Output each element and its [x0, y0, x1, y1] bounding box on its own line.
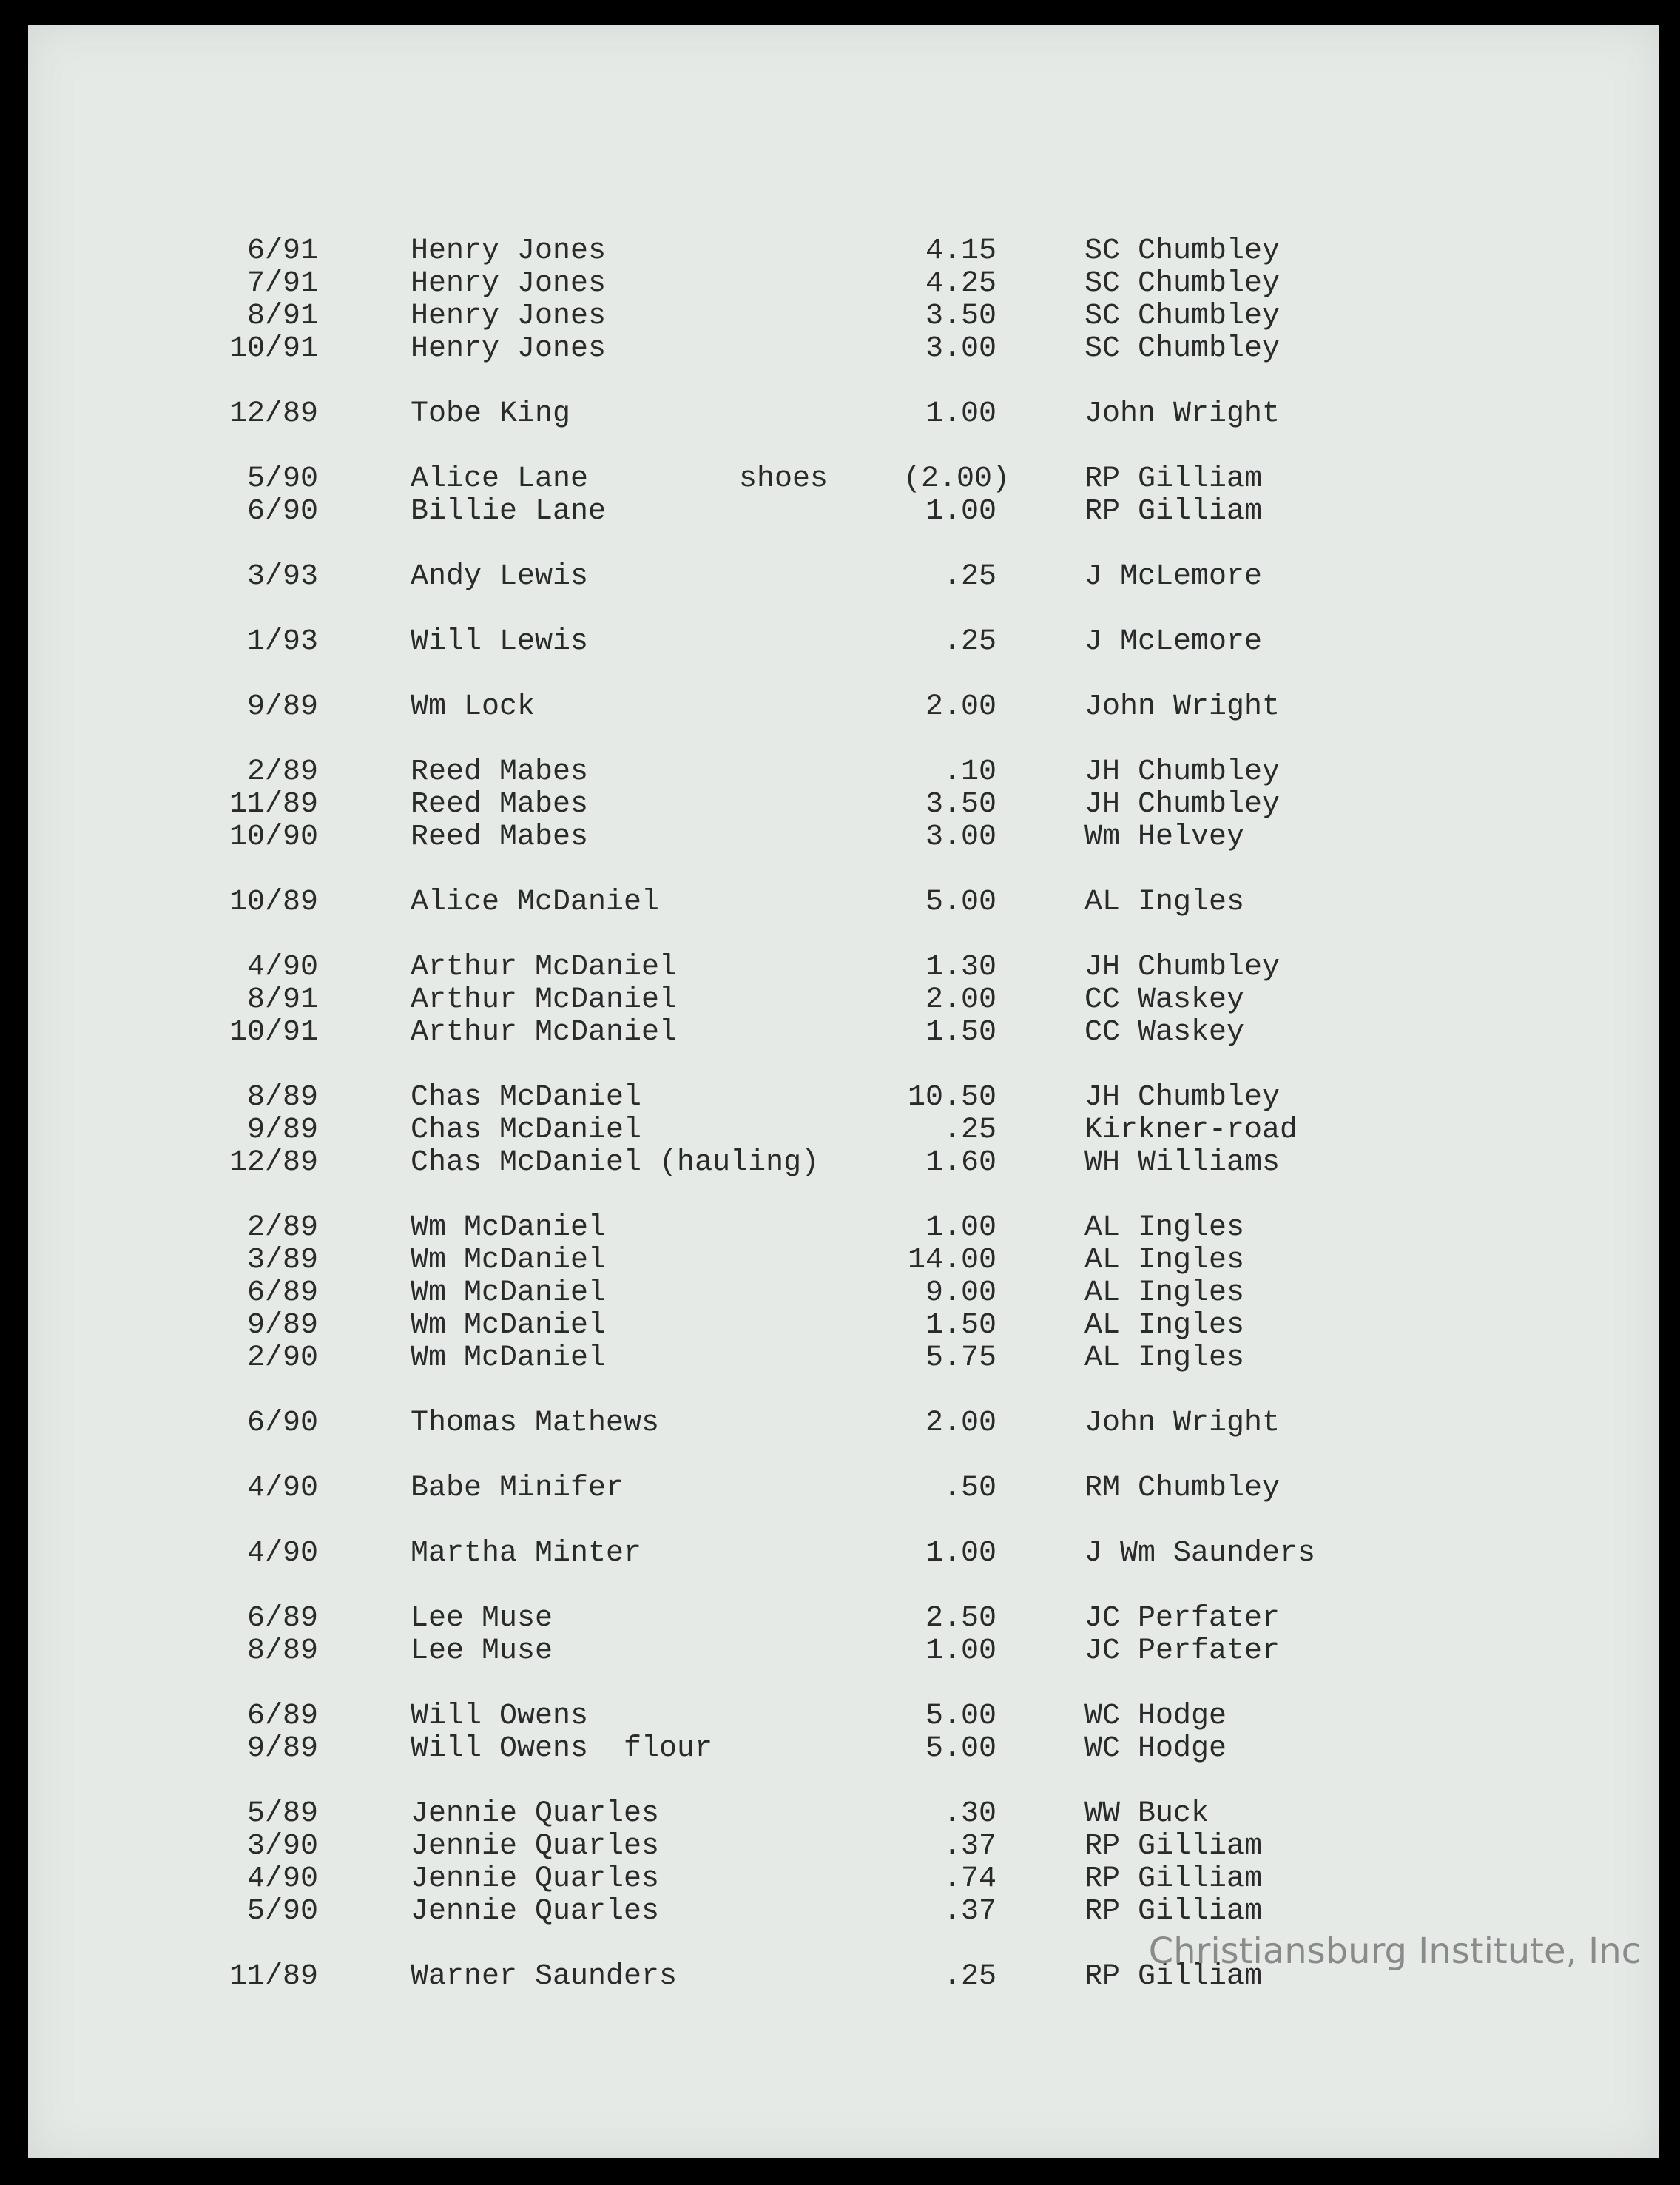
entry-payer: WC Hodge: [1084, 1700, 1227, 1733]
entry-date: 6/90: [246, 1407, 318, 1440]
entry-date: 9/89: [246, 690, 318, 724]
ledger-row: [28, 1147, 1659, 1179]
entry-amount: 3.00: [925, 821, 996, 854]
entry-name: Arthur McDaniel: [411, 951, 678, 984]
entry-payer: AL Ingles: [1084, 1211, 1245, 1245]
entry-name: Billie Lane: [411, 495, 607, 528]
ledger-row: [28, 333, 1659, 366]
entry-name: Jennie Quarles: [411, 1862, 660, 1896]
entry-payer: CC Waskey: [1084, 983, 1245, 1017]
entry-amount: 5.75: [925, 1341, 996, 1375]
entry-date: 4/90: [246, 1862, 318, 1896]
entry-amount: .30: [942, 1797, 996, 1831]
entry-name: Jennie Quarles: [411, 1797, 660, 1831]
entry-payer: WH Williams: [1084, 1146, 1281, 1179]
entry-payer: SC Chumbley: [1084, 300, 1281, 333]
entry-date: 7/91: [246, 267, 318, 300]
ledger-row: [28, 1863, 1659, 1896]
entry-amount: 1.00: [925, 1211, 996, 1245]
entry-amount: .25: [942, 1114, 996, 1147]
entry-amount: 4.15: [925, 235, 996, 268]
entry-name: Will Owens flour: [411, 1732, 713, 1765]
entry-amount: 3.50: [925, 300, 996, 333]
entry-amount: 2.00: [925, 690, 996, 724]
entry-amount: .37: [942, 1830, 996, 1863]
entry-payer: John Wright: [1084, 1407, 1281, 1440]
entry-date: 11/89: [229, 1960, 318, 1993]
ledger-row: [28, 952, 1659, 984]
entry-name: Alice Lane: [411, 462, 589, 496]
entry-amount: 10.50: [907, 1081, 996, 1114]
ledger-row: [28, 1277, 1659, 1310]
entry-payer: AL Ingles: [1084, 886, 1245, 919]
entry-date: 9/89: [246, 1309, 318, 1342]
entry-amount: 1.50: [925, 1016, 996, 1049]
entry-date: 12/89: [229, 1146, 318, 1179]
entry-payer: RM Chumbley: [1084, 1472, 1281, 1505]
ledger-row: [28, 1896, 1659, 1928]
entry-name: Reed Mabes: [411, 821, 589, 854]
entry-amount: 1.00: [925, 1537, 996, 1570]
entry-payer: JC Perfater: [1084, 1602, 1281, 1635]
entry-payer: RP Gilliam: [1084, 1862, 1263, 1896]
ledger-row: [28, 398, 1659, 431]
entry-payer: RP Gilliam: [1084, 1895, 1263, 1928]
entry-date: 9/89: [246, 1732, 318, 1765]
entry-amount: 2.00: [925, 1407, 996, 1440]
entry-name: Chas McDaniel (hauling): [411, 1146, 820, 1179]
entry-amount: .37: [942, 1895, 996, 1928]
entry-date: 10/89: [229, 886, 318, 919]
entry-name: Alice McDaniel: [411, 886, 660, 919]
ledger-row: [28, 1407, 1659, 1440]
entry-amount: .74: [942, 1862, 996, 1896]
ledger-row: [28, 1700, 1659, 1733]
entry-date: 6/89: [246, 1700, 318, 1733]
entry-date: 10/91: [229, 332, 318, 366]
entry-payer: Kirkner-road: [1084, 1114, 1298, 1147]
entry-date: 6/89: [246, 1602, 318, 1635]
entry-amount: 5.00: [925, 886, 996, 919]
entry-payer: WW Buck: [1084, 1797, 1210, 1831]
entry-amount: 1.00: [925, 397, 996, 431]
entry-payer: JC Perfater: [1084, 1634, 1281, 1668]
entry-amount: 2.50: [925, 1602, 996, 1635]
ledger-row: [28, 1798, 1659, 1831]
entry-name: Lee Muse: [411, 1634, 553, 1668]
entry-payer: AL Ingles: [1084, 1276, 1245, 1310]
entry-amount: 1.00: [925, 495, 996, 528]
entry-payer: AL Ingles: [1084, 1244, 1245, 1277]
entry-date: 10/91: [229, 1016, 318, 1049]
entry-name: Thomas Mathews: [411, 1407, 660, 1440]
ledger-row: [28, 1472, 1659, 1505]
entry-name: Jennie Quarles: [411, 1830, 660, 1863]
entry-payer: RP Gilliam: [1084, 1960, 1263, 1993]
entry-payer: JH Chumbley: [1084, 951, 1281, 984]
entry-amount: 1.60: [925, 1146, 996, 1179]
entry-amount: 4.25: [925, 267, 996, 300]
entry-name: Reed Mabes: [411, 788, 589, 821]
ledger-row: [28, 463, 1659, 496]
entry-amount: .25: [942, 625, 996, 659]
entry-date: 6/91: [246, 235, 318, 268]
ledger-row: [28, 1114, 1659, 1147]
entry-amount: 5.00: [925, 1700, 996, 1733]
entry-payer: SC Chumbley: [1084, 332, 1281, 366]
entry-date: 6/89: [246, 1276, 318, 1310]
entry-payer: J Wm Saunders: [1084, 1537, 1316, 1570]
ledger-row: [28, 1538, 1659, 1570]
entry-payer: AL Ingles: [1084, 1341, 1245, 1375]
entry-date: 3/89: [246, 1244, 318, 1277]
entry-payer: RP Gilliam: [1084, 495, 1263, 528]
entry-name: Henry Jones: [411, 235, 607, 268]
ledger-row: [28, 300, 1659, 333]
entry-payer: John Wright: [1084, 397, 1281, 431]
entry-date: 1/93: [246, 625, 318, 659]
ledger-row: [28, 1245, 1659, 1277]
entry-payer: J McLemore: [1084, 625, 1263, 659]
entry-amount: 9.00: [925, 1276, 996, 1310]
entry-name: Henry Jones: [411, 332, 607, 366]
entry-name: Wm Lock: [411, 690, 536, 724]
entry-amount: .50: [942, 1472, 996, 1505]
entry-date: 2/89: [246, 755, 318, 789]
entry-name: Henry Jones: [411, 267, 607, 300]
entry-payer: RP Gilliam: [1084, 1830, 1263, 1863]
entry-name: Henry Jones: [411, 300, 607, 333]
ledger-row: [28, 1635, 1659, 1668]
ledger-row: [28, 1733, 1659, 1765]
entry-date: 2/90: [246, 1341, 318, 1375]
entry-name: Wm McDaniel: [411, 1341, 607, 1375]
entry-name: Martha Minter: [411, 1537, 642, 1570]
entry-date: 3/93: [246, 560, 318, 593]
entry-amount: 3.00: [925, 332, 996, 366]
ledger-row: [28, 1017, 1659, 1049]
entry-date: 10/90: [229, 821, 318, 854]
ledger-row: [28, 821, 1659, 854]
entry-amount: 5.00: [925, 1732, 996, 1765]
entry-name: Warner Saunders: [411, 1960, 678, 1993]
entry-amount: 1.30: [925, 951, 996, 984]
ledger-row: [28, 984, 1659, 1017]
entry-payer: AL Ingles: [1084, 1309, 1245, 1342]
entry-amount: 2.00: [925, 983, 996, 1017]
entry-date: 12/89: [229, 397, 318, 431]
ledger-row: [28, 496, 1659, 528]
ledger-list: [28, 25, 1659, 2158]
entry-payer: WC Hodge: [1084, 1732, 1227, 1765]
entry-name: Jennie Quarles: [411, 1895, 660, 1928]
entry-note: shoes: [739, 462, 829, 496]
entry-amount: (2.00): [903, 462, 1010, 496]
entry-payer: JH Chumbley: [1084, 788, 1281, 821]
entry-date: 8/89: [246, 1081, 318, 1114]
entry-payer: John Wright: [1084, 690, 1281, 724]
entry-name: Tobe King: [411, 397, 571, 431]
entry-name: Wm McDaniel: [411, 1309, 607, 1342]
entry-name: Chas McDaniel: [411, 1081, 642, 1114]
entry-amount: 14.00: [907, 1244, 996, 1277]
entry-name: Andy Lewis: [411, 560, 589, 593]
entry-date: 4/90: [246, 1537, 318, 1570]
entry-date: 5/90: [246, 462, 318, 496]
ledger-row: [28, 886, 1659, 919]
entry-payer: SC Chumbley: [1084, 267, 1281, 300]
entry-payer: RP Gilliam: [1084, 462, 1263, 496]
entry-name: Arthur McDaniel: [411, 983, 678, 1017]
entry-payer: SC Chumbley: [1084, 235, 1281, 268]
ledger-row: [28, 1342, 1659, 1375]
entry-payer: J McLemore: [1084, 560, 1263, 593]
entry-payer: JH Chumbley: [1084, 1081, 1281, 1114]
ledger-row: [28, 1082, 1659, 1114]
entry-date: 4/90: [246, 951, 318, 984]
entry-date: 11/89: [229, 788, 318, 821]
ledger-row: [28, 1212, 1659, 1245]
ledger-row: [28, 756, 1659, 789]
entry-name: Wm McDaniel: [411, 1276, 607, 1310]
ledger-row: [28, 1310, 1659, 1342]
ledger-row: [28, 691, 1659, 724]
document-page: [28, 25, 1659, 2158]
entry-date: 9/89: [246, 1114, 318, 1147]
entry-name: Lee Muse: [411, 1602, 553, 1635]
entry-name: Wm McDaniel: [411, 1244, 607, 1277]
entry-name: Chas McDaniel: [411, 1114, 642, 1147]
entry-date: 5/90: [246, 1895, 318, 1928]
entry-amount: 1.50: [925, 1309, 996, 1342]
entry-amount: 1.00: [925, 1634, 996, 1668]
entry-name: Will Owens: [411, 1700, 589, 1733]
entry-date: 8/91: [246, 983, 318, 1017]
entry-date: 8/91: [246, 300, 318, 333]
ledger-row: [28, 561, 1659, 593]
entry-payer: JH Chumbley: [1084, 755, 1281, 789]
entry-date: 8/89: [246, 1634, 318, 1668]
entry-amount: 3.50: [925, 788, 996, 821]
entry-date: 5/89: [246, 1797, 318, 1831]
ledger-row: [28, 789, 1659, 821]
entry-date: 4/90: [246, 1472, 318, 1505]
ledger-row: [28, 268, 1659, 300]
ledger-row: [28, 235, 1659, 268]
entry-date: 6/90: [246, 495, 318, 528]
entry-date: 2/89: [246, 1211, 318, 1245]
entry-date: 3/90: [246, 1830, 318, 1863]
entry-payer: Wm Helvey: [1084, 821, 1245, 854]
entry-name: Reed Mabes: [411, 755, 589, 789]
entry-payer: CC Waskey: [1084, 1016, 1245, 1049]
entry-name: Wm McDaniel: [411, 1211, 607, 1245]
ledger-row: [28, 1831, 1659, 1863]
entry-amount: .25: [942, 560, 996, 593]
entry-name: Babe Minifer: [411, 1472, 624, 1505]
entry-amount: .10: [942, 755, 996, 789]
entry-name: Will Lewis: [411, 625, 589, 659]
entry-amount: .25: [942, 1960, 996, 1993]
watermark: Christiansburg Institute, Inc: [1148, 1930, 1641, 1972]
ledger-row: [28, 626, 1659, 659]
entry-name: Arthur McDaniel: [411, 1016, 678, 1049]
ledger-row: [28, 1603, 1659, 1635]
